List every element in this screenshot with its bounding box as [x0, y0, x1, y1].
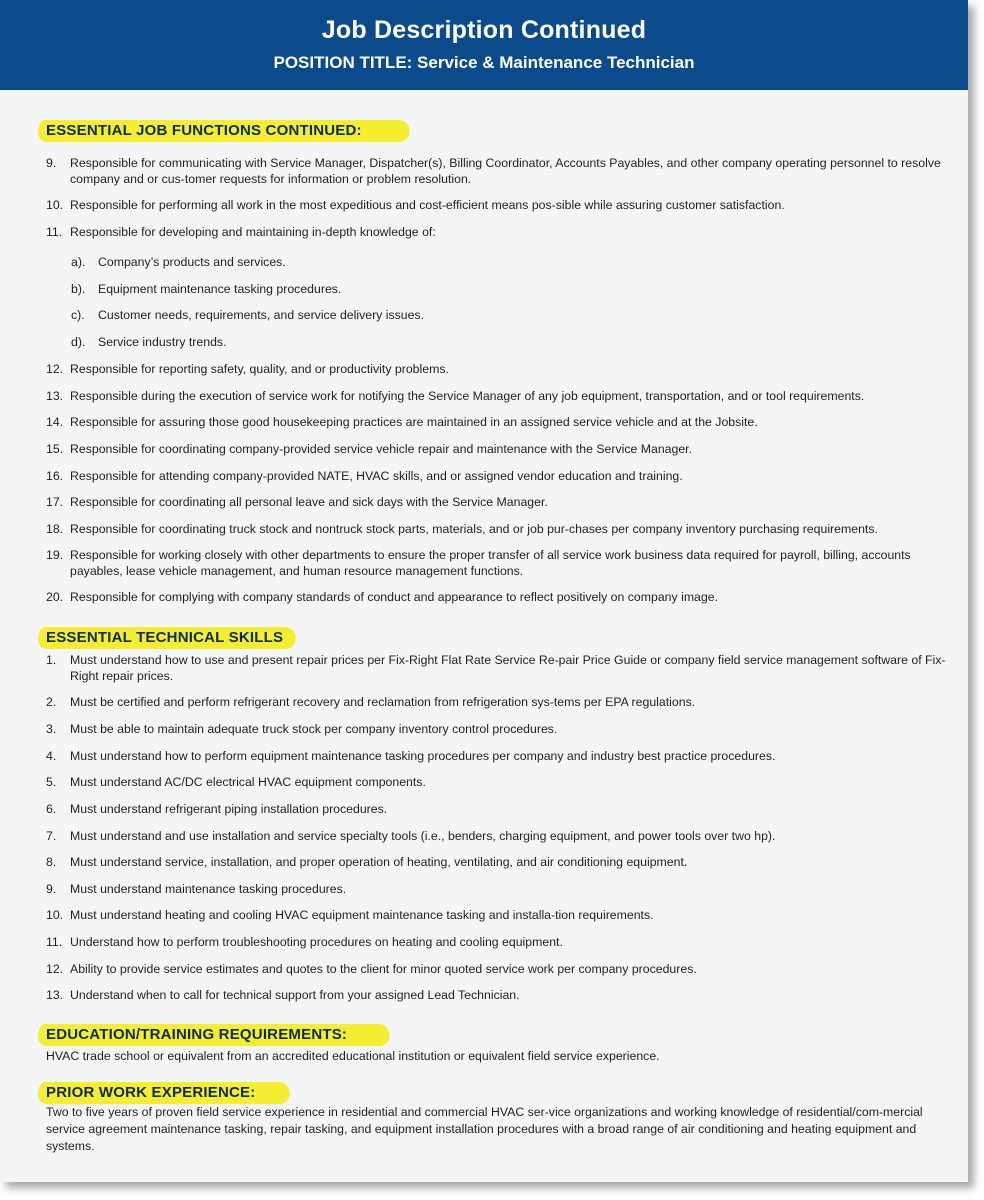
list-item: 16. Responsible for attending company-provided NATE, HVAC skills, and or assigned vendor education and training.: [46, 469, 683, 483]
list-item: 11. Responsible for developing and maintaining in-depth knowledge of:: [46, 225, 436, 239]
list-item: 5. Must understand AC/DC electrical HVAC equipment components.: [46, 775, 426, 789]
list-item: 11. Understand how to perform troubleshooting procedures on heating and cooling equipment.: [46, 935, 563, 949]
essential-functions-list-cont: [46, 361, 952, 605]
list-item: a). Company’s products and services.: [71, 255, 286, 269]
list-item: 6. Must understand refrigerant piping installation procedures.: [46, 802, 388, 816]
list-item: 8. Must understand service, installation, and proper operation of heating, ventilating, and air conditioning equipment.: [46, 855, 688, 869]
essential-functions-list: [46, 155, 952, 251]
page-title: Job Description Continued: [321, 16, 647, 44]
list-item: 9. Responsible for communicating with Service Manager, Dispatcher(s), Billing Coordinator, Accounts Payables, and other company operating personnel to resolve company and or cus-tomer requests for information or problem resolution.: [46, 156, 941, 186]
list-item: 14. Responsible for assuring those good housekeeping practices are maintained in an assigned service vehicle and at the Jobsite.: [46, 415, 758, 429]
list-item: 12. Ability to provide service estimates and quotes to the client for minor quoted service work per company procedures.: [46, 962, 697, 976]
list-item: 18. Responsible for coordinating truck stock and nontruck stock parts, materials, and or job pur-chases per company inventory purchasing requirements.: [46, 522, 878, 536]
section-heading-prior: PRIOR WORK EXPERIENCE:: [46, 1084, 256, 1101]
list-item: 10. Must understand heating and cooling HVAC equipment maintenance tasking and installa-tion requirements.: [46, 908, 654, 922]
list-item: c). Customer needs, requirements, and service delivery issues.: [71, 308, 425, 322]
list-item: 2. Must be certified and perform refrigerant recovery and reclamation from refrigeration sys-tems per EPA regulations.: [46, 695, 696, 709]
list-item: 19. Responsible for working closely with other departments to ensure the proper transfer of all service work business data required for payroll, billing, accounts payables, lease vehicle management, and human resource management functions.: [46, 548, 911, 578]
list-item: 15. Responsible for coordinating company-provided service vehicle repair and maintenance with the Service Manager.: [46, 442, 693, 456]
list-item: 3. Must be able to maintain adequate truck stock per company inventory control procedures.: [46, 722, 558, 736]
list-item: 4. Must understand how to perform equipment maintenance tasking procedures per company and industry best practice procedures.: [46, 749, 776, 763]
list-item: d). Service industry trends.: [71, 335, 227, 349]
position-title: POSITION TITLE: Service & Maintenance Technician: [273, 53, 695, 72]
list-item: 13. Responsible during the execution of service work for notifying the Service Manager of any job equipment, transportation, and or tool requirements.: [46, 389, 865, 403]
list-item: 10. Responsible for performing all work in the most expeditious and cost-efficient means pos-sible while assuring customer satisfaction.: [46, 198, 785, 212]
list-item: 1. Must understand how to use and present repair prices per Fix-Right Flat Rate Service Re-pair Price Guide or company field service management software of Fix-Right repair prices.: [46, 653, 946, 683]
header-banner: [0, 0, 968, 90]
section-heading-essential: ESSENTIAL JOB FUNCTIONS CONTINUED:: [46, 122, 362, 139]
knowledge-sublist: [46, 254, 952, 350]
list-item: 20. Responsible for complying with company standards of conduct and appearance to reflect positively on company image.: [46, 590, 718, 604]
list-item: 12. Responsible for reporting safety, quality, and or productivity problems.: [46, 362, 449, 376]
list-item: 17. Responsible for coordinating all personal leave and sick days with the Service Manager.: [46, 495, 548, 509]
prior-experience-text: Two to five years of proven field service experience in residential and commercial HVAC ser-vice organizations and working knowledge of residential/com-mercial service agreement maintenance tasking, repair tasking, and equipment installation procedures with a broad range of air conditioning and heating equipment and systems.: [46, 1105, 923, 1153]
list-item: 9. Must understand maintenance tasking procedures.: [46, 882, 347, 896]
education-text: HVAC trade school or equivalent from an accredited educational institution or equivalent field service experience.: [46, 1049, 660, 1063]
list-item: 13. Understand when to call for technical support from your assigned Lead Technician.: [46, 988, 520, 1002]
section-heading-technical: ESSENTIAL TECHNICAL SKILLS: [46, 629, 284, 646]
section-heading-education: EDUCATION/TRAINING REQUIREMENTS:: [46, 1026, 348, 1043]
list-item: b). Equipment maintenance tasking procedures.: [71, 282, 342, 296]
technical-skills-list: [46, 652, 952, 1003]
list-item: 7. Must understand and use installation and service specialty tools (i.e., benders, charging equipment, and power tools over two hp).: [46, 829, 776, 843]
